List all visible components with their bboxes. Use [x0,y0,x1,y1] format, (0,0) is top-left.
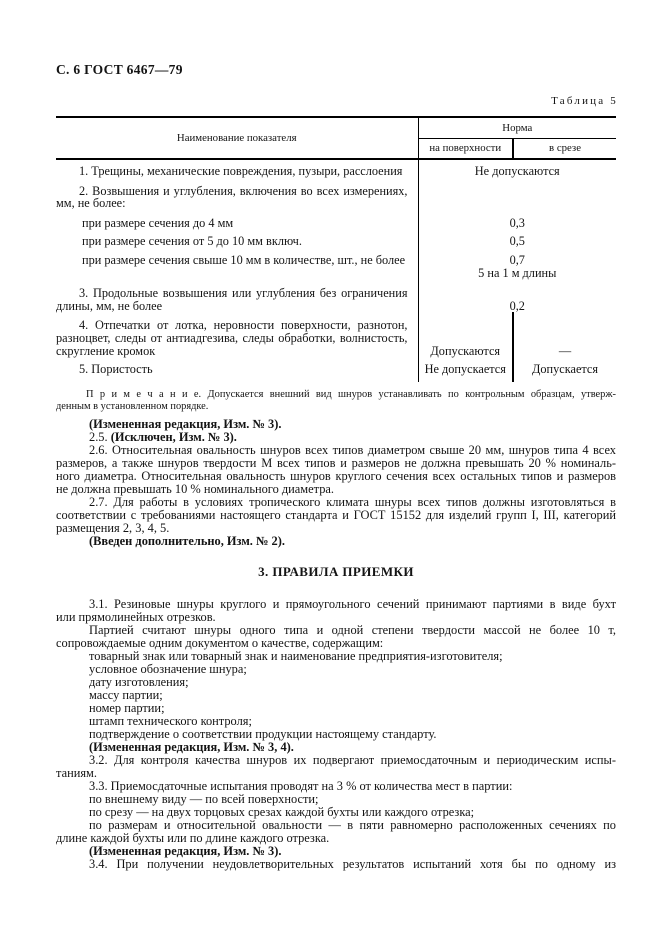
table-cell-label [56,210,418,230]
label-line: при размере сечения до 4 мм [82,215,234,230]
column-header-cut: в срезе [513,139,616,160]
table-cell-value-surface: Не допускается [418,357,513,382]
table-cell-value: 0,2 [509,298,525,313]
text-blocks [56,389,616,871]
section-heading: 3. ПРАВИЛА ПРИЕМКИ [258,563,414,579]
text-line: ного диаметра. Относительная овальность шнуров круглого сечения всех остальных типов и размеров [56,468,616,483]
text-line: по внешнему виду — по всей поверхности; [89,791,319,806]
label-line: длины, мм, не более [56,298,163,313]
label-line: 5. Пористость [79,362,153,377]
paragraph [56,845,616,858]
text-line: или прямолинейных отрезков. [56,609,216,624]
text-line: массу партии; [89,687,163,702]
paragraph [56,858,616,871]
value-line: 5 на 1 м длины [478,265,557,280]
text-line: товарный знак или товарный знак и наименование предприятия-изготовителя; [89,648,503,663]
table-cell-value-cut: — [558,343,572,358]
label-line: 2. Возвышения и углубления, включения во всех измерениях, [79,183,408,198]
table-caption: Таблица 5 [551,95,618,107]
label-line: при размере сечения свыше 10 мм в количестве, шт., не более [82,252,406,267]
label-line: мм, не более: [56,196,126,211]
table-cell-label [56,248,418,279]
table-body [56,159,616,382]
column-header-surface: на поверхности [418,139,513,160]
text-line: сопровождаемые одним документом о качестве, содержащим: [56,635,384,650]
text-line: (Измененная редакция, Изм. № 3). [89,843,282,858]
table-row [56,159,616,178]
paragraph [56,702,616,715]
paragraph [56,715,616,728]
label-line: 1. Трещины, механические повреждения, пузыри, расслоения [79,164,403,178]
text-line: штамп технического контроля; [89,713,252,728]
text-line: условное обозначение шнура; [89,661,247,676]
text-line: (Измененная редакция, Изм. № 3). [89,416,282,431]
table-cell-value: 0,5 [509,234,525,249]
paragraph [56,806,616,819]
text-line: 3.3. Приемосдаточные испытания проводят на 3 % от количества мест в партии: [89,778,513,793]
gost-table [56,116,616,382]
table-row [56,279,616,312]
text-line: длине каждой бухты или по длине каждого отрезка. [56,830,330,845]
paragraph [56,754,616,780]
paragraph [56,444,616,496]
text-line: П р и м е ч а н и е. Допускается внешний вид шнуров устанавливать по контрольным образцам, утверж- [86,388,616,400]
table-row [56,357,616,382]
label-line: 4. Отпечатки от лотка, неровности поверхности, разнотон, [79,318,408,333]
text-segment: (Исключен, Изм. № 3). [110,429,237,444]
text-line: дату изготовления; [89,674,189,689]
table-cell-label [56,312,418,357]
table-header [56,117,616,159]
text-line: размещения 2, 3, 4, 5. [56,520,170,535]
paragraph [56,819,616,845]
paragraph [56,389,616,414]
text-line: по размерам и относительной овальности — в пяти равномерно расположенных сечениях по [89,817,616,832]
text-line: денным в установленном порядке. [56,401,209,413]
table-cell-value-cut: Допускается [531,362,599,377]
table-cell-value [418,248,616,279]
table-row [56,210,616,230]
table-header-row-1 [56,117,616,139]
label-line: скругление кромок [56,343,156,358]
text-line: 3.4. При получении неудовлетворительных результатов испытаний хотя бы по одному из [89,856,616,871]
table-cell-label [56,159,418,178]
paragraph [56,689,616,702]
paragraph [56,780,616,793]
text-line: Партией считают шнуры одного типа и одной степени твердости массой не более 10 т, [89,622,616,637]
paragraph [56,650,616,663]
text-line: 3.2. Для контроля качества шнуров их подвергают приемосдаточным и периодическим испы- [89,752,616,767]
value-line: 0,7 [509,252,525,267]
table-cell-value-empty [418,178,616,210]
table-cell-label [56,279,418,312]
text-line: не должна превышать 10 % номинального диаметра. [56,481,334,496]
column-header-norma: Норма [418,117,616,139]
label-line: разноцвет, следы от антиадгезива, следы обработки, волнистость, [56,330,408,345]
table-row [56,312,616,357]
paragraph [56,793,616,806]
table-row [56,178,616,210]
text-line: подтверждение о соответствии продукции настоящему стандарту. [89,726,437,741]
table-cell-label [56,178,418,210]
table-row [56,248,616,279]
paragraph [56,676,616,689]
table-cell-value: 0,3 [509,215,525,230]
paragraph [56,741,616,754]
label-line: при размере сечения от 5 до 10 мм включ. [82,234,302,249]
paragraph [56,728,616,741]
table-cell-label [56,357,418,382]
text-line: (Введен дополнительно, Изм. № 2). [89,533,285,548]
paragraph [56,535,616,548]
text-line: 2.6. Относительная овальность шнуров всех типов диаметром свыше 20 мм, шнуров типа 4 всех [89,442,616,457]
table-cell-value-surface: Допускаются [418,312,513,357]
text-line: соответствии с требованиями настоящего стандарта и ГОСТ 15152 для изделий групп I, III, категорий [56,507,616,522]
label-line: 3. Продольные возвышения или углубления без ограничения [79,286,408,301]
text-line: таниям. [56,765,97,780]
page-header-text: С. 6 ГОСТ 6467—79 [56,62,183,77]
paragraph [56,598,616,624]
paragraph [56,431,616,444]
text-line: номер партии; [89,700,165,715]
text-line: размеров, а также шнуров твердости М всех типов и размеров не должна превышать 20 % номиналь- [56,455,616,470]
paragraph [56,663,616,676]
table-cell-value: Не допускаются [474,164,560,178]
text-line [56,431,616,444]
table-row [56,229,616,248]
text-segment: 2.5. [89,429,111,444]
paragraph [56,624,616,650]
column-header-name: Наименование показателя [56,117,418,159]
text-line: по срезу — на двух торцовых срезах каждой бухты или каждого отрезка; [89,804,475,819]
text-line: (Измененная редакция, Изм. № 3, 4). [89,739,294,754]
text-line: 3.1. Резиновые шнуры круглого и прямоугольного сечений принимают партиями в виде бухт [89,596,616,611]
text-line: 2.7. Для работы в условиях тропического климата шнуры всех типов должны изготовляться в [89,494,616,509]
table-cell-label [56,229,418,248]
paragraph [56,496,616,535]
